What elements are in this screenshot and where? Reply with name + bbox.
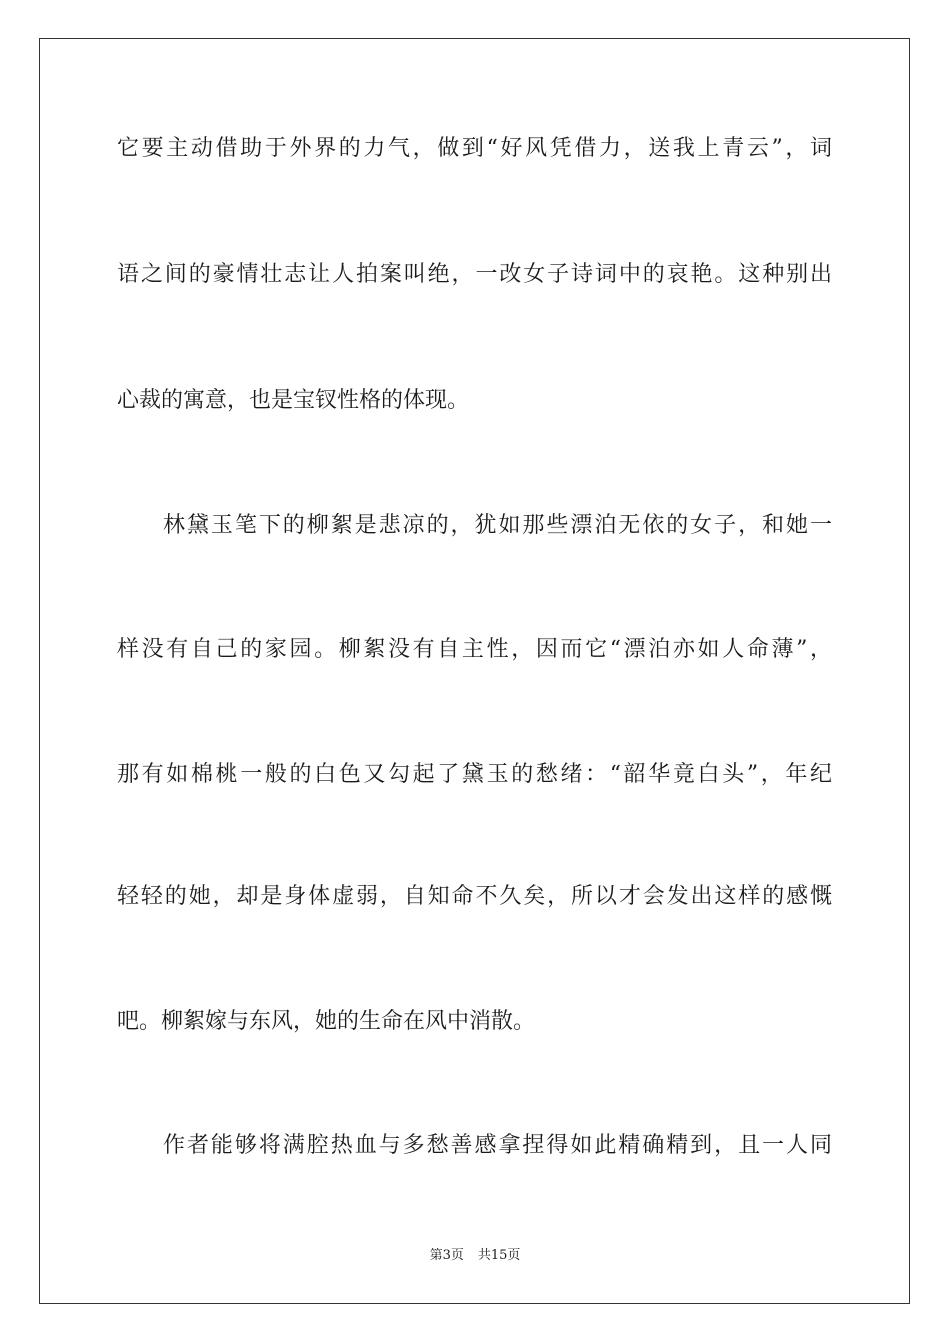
body-text-line: 作者能够将满腔热血与多愁善感拿捏得如此精确精到，且一人同 [163,1133,832,1158]
body-text-line: 林黛玉笔下的柳絮是悲凉的，犹如那些漂泊无依的女子，和她一 [163,513,832,538]
page-border [39,38,910,1304]
body-text-line: 样没有自己的家园。柳絮没有自主性，因而它“漂泊亦如人命薄”， [117,637,832,662]
body-text-line: 心裁的寓意，也是宝钗性格的体现。 [117,388,470,413]
body-text-line: 它要主动借助于外界的力气，做到“好风凭借力，送我上青云”，词 [117,136,832,161]
page-number: 第3页 [429,1248,464,1263]
body-text-line: 吧。柳絮嫁与东风，她的生命在风中消散。 [117,1009,536,1034]
page-footer [0,1247,950,1265]
total-pages: 共15页 [477,1248,521,1263]
body-text-line: 语之间的豪情壮志让人拍案叫绝，一改女子诗词中的哀艳。这种别出 [117,262,832,287]
body-text-line: 轻轻的她，却是身体虚弱，自知命不久矣，所以才会发出这样的感慨 [117,884,832,909]
body-text-line: 那有如棉桃一般的白色又勾起了黛玉的愁绪：“韶华竟白头”，年纪 [117,762,832,787]
